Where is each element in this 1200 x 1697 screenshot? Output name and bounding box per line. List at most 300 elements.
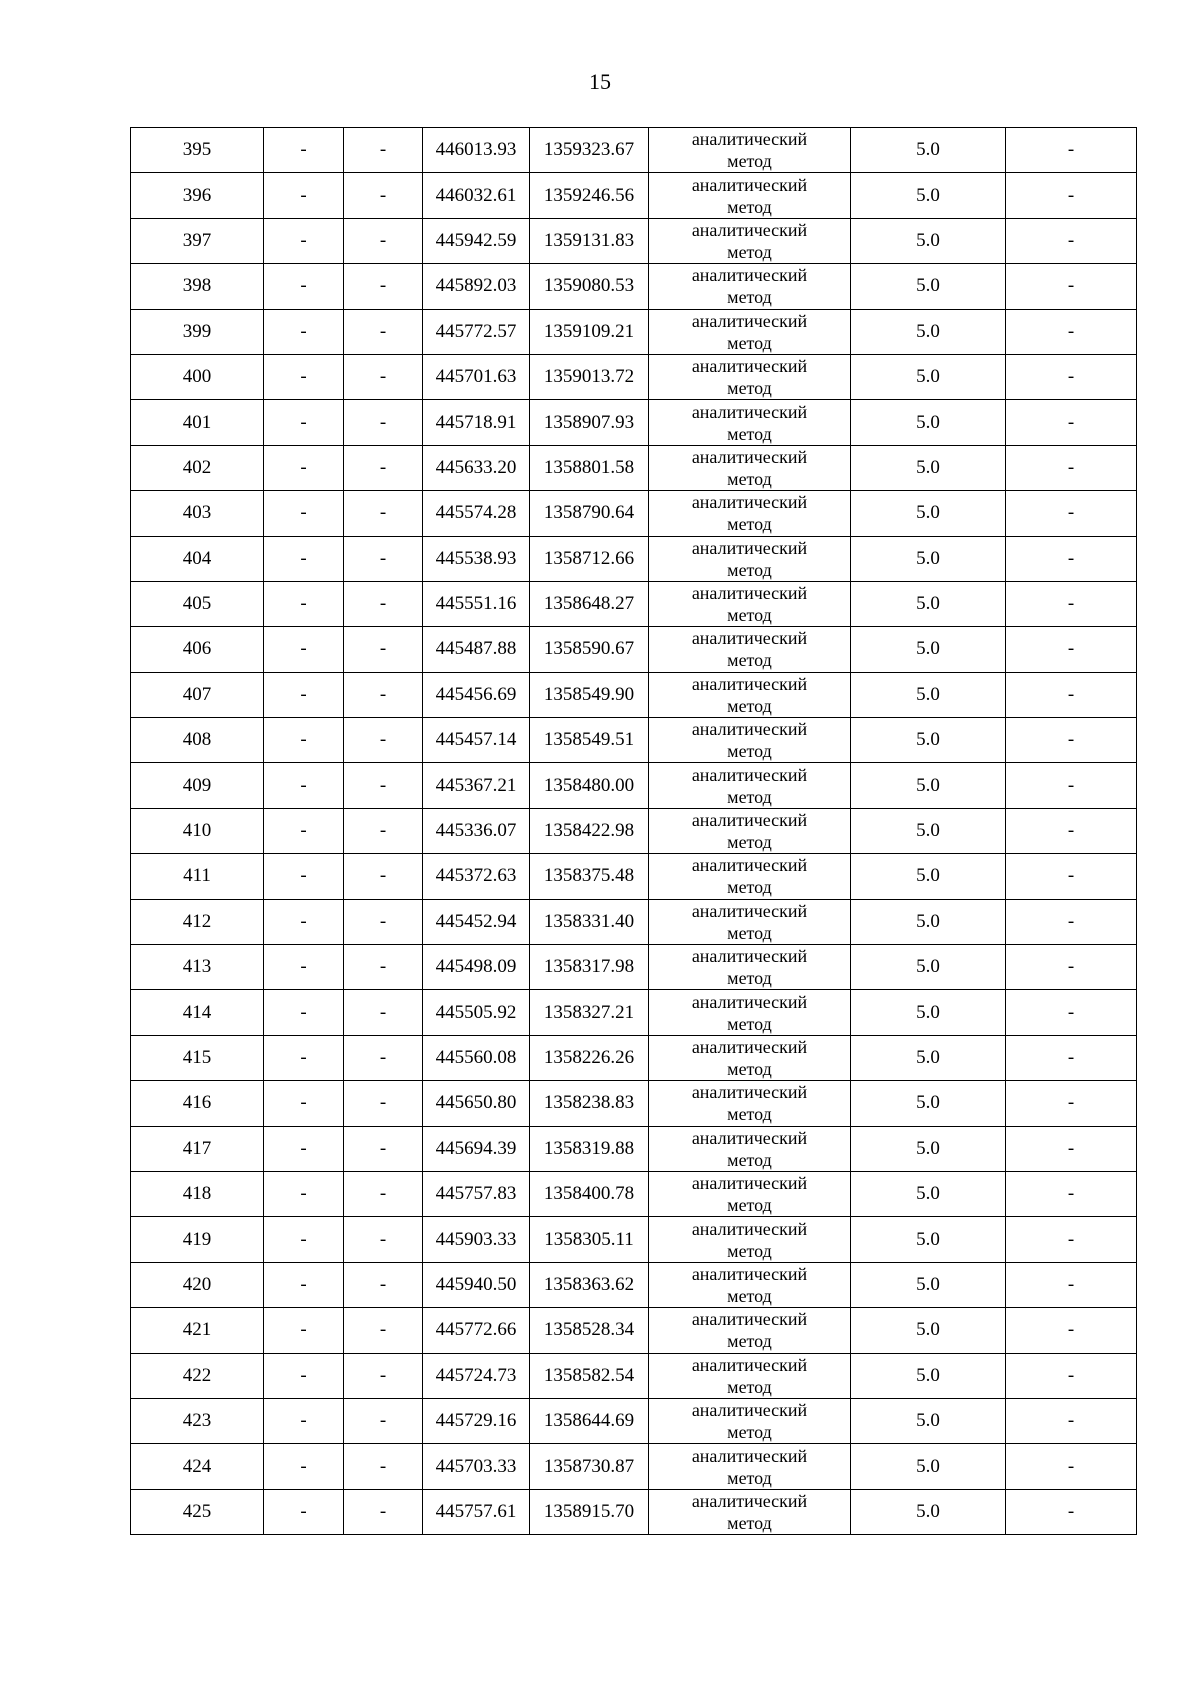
y-coordinate-cell: 1358712.66 (530, 536, 649, 581)
point-number-cell: 395 (131, 128, 264, 173)
dash-cell: - (264, 354, 344, 399)
y-coordinate-cell: 1358319.88 (530, 1126, 649, 1171)
point-number-cell: 423 (131, 1398, 264, 1443)
point-number-cell: 398 (131, 264, 264, 309)
x-coordinate-cell: 445372.63 (423, 854, 530, 899)
y-coordinate-cell: 1358363.62 (530, 1262, 649, 1307)
accuracy-cell: 5.0 (851, 672, 1006, 717)
accuracy-cell: 5.0 (851, 1171, 1006, 1216)
dash-cell: - (344, 491, 423, 536)
x-coordinate-cell: 445452.94 (423, 899, 530, 944)
dash-cell: - (1006, 1126, 1137, 1171)
table-row (131, 990, 1137, 1035)
dash-cell: - (344, 354, 423, 399)
dash-cell: - (344, 309, 423, 354)
dash-cell: - (264, 1035, 344, 1080)
table-row (131, 173, 1137, 218)
dash-cell: - (264, 1171, 344, 1216)
y-coordinate-cell: 1359109.21 (530, 309, 649, 354)
x-coordinate-cell: 445701.63 (423, 354, 530, 399)
dash-cell: - (1006, 536, 1137, 581)
method-cell (649, 128, 851, 173)
dash-cell: - (344, 718, 423, 763)
dash-cell: - (264, 491, 344, 536)
dash-cell: - (264, 173, 344, 218)
x-coordinate-cell: 445457.14 (423, 718, 530, 763)
dash-cell: - (1006, 990, 1137, 1035)
dash-cell: - (1006, 763, 1137, 808)
point-number-cell: 404 (131, 536, 264, 581)
accuracy-cell: 5.0 (851, 309, 1006, 354)
method-line-1: аналитический (691, 1127, 808, 1148)
point-number-cell: 402 (131, 445, 264, 490)
dash-cell: - (264, 400, 344, 445)
method-cell (649, 990, 851, 1035)
dash-cell: - (344, 536, 423, 581)
accuracy-cell: 5.0 (851, 763, 1006, 808)
accuracy-cell: 5.0 (851, 627, 1006, 672)
method-line-1: аналитический (691, 764, 808, 785)
x-coordinate-cell: 445757.61 (423, 1489, 530, 1534)
method-line-2: метод (727, 196, 772, 217)
accuracy-cell: 5.0 (851, 354, 1006, 399)
method-line-2: метод (727, 1422, 772, 1443)
table-row (131, 854, 1137, 899)
method-line-1: аналитический (691, 1173, 808, 1194)
dash-cell: - (1006, 627, 1137, 672)
table-row (131, 1308, 1137, 1353)
dash-cell: - (1006, 264, 1137, 309)
dash-cell: - (264, 627, 344, 672)
accuracy-cell: 5.0 (851, 1398, 1006, 1443)
method-line-2: метод (727, 1376, 772, 1397)
x-coordinate-cell: 445633.20 (423, 445, 530, 490)
dash-cell: - (264, 536, 344, 581)
point-number-cell: 424 (131, 1444, 264, 1489)
y-coordinate-cell: 1358331.40 (530, 899, 649, 944)
dash-cell: - (344, 1171, 423, 1216)
table-row (131, 400, 1137, 445)
method-line-1: аналитический (691, 356, 808, 377)
y-coordinate-cell: 1359131.83 (530, 218, 649, 263)
dash-cell: - (1006, 1308, 1137, 1353)
point-number-cell: 410 (131, 808, 264, 853)
dash-cell: - (344, 1081, 423, 1126)
dash-cell: - (1006, 1081, 1137, 1126)
accuracy-cell: 5.0 (851, 1308, 1006, 1353)
y-coordinate-cell: 1358317.98 (530, 945, 649, 990)
x-coordinate-cell: 445560.08 (423, 1035, 530, 1080)
accuracy-cell: 5.0 (851, 128, 1006, 173)
accuracy-cell: 5.0 (851, 808, 1006, 853)
y-coordinate-cell: 1358528.34 (530, 1308, 649, 1353)
point-number-cell: 408 (131, 718, 264, 763)
y-coordinate-cell: 1359323.67 (530, 128, 649, 173)
dash-cell: - (344, 1035, 423, 1080)
dash-cell: - (1006, 1262, 1137, 1307)
x-coordinate-cell: 445903.33 (423, 1217, 530, 1262)
dash-cell: - (264, 309, 344, 354)
x-coordinate-cell: 445772.57 (423, 309, 530, 354)
accuracy-cell: 5.0 (851, 1126, 1006, 1171)
dash-cell: - (344, 990, 423, 1035)
dash-cell: - (344, 264, 423, 309)
accuracy-cell: 5.0 (851, 854, 1006, 899)
method-line-1: аналитический (691, 1082, 808, 1103)
method-line-2: метод (727, 1512, 772, 1533)
dash-cell: - (344, 899, 423, 944)
dash-cell: - (344, 173, 423, 218)
point-number-cell: 416 (131, 1081, 264, 1126)
x-coordinate-cell: 446013.93 (423, 128, 530, 173)
y-coordinate-cell: 1358915.70 (530, 1489, 649, 1534)
point-number-cell: 397 (131, 218, 264, 263)
table-row (131, 1035, 1137, 1080)
y-coordinate-cell: 1358801.58 (530, 445, 649, 490)
dash-cell: - (264, 808, 344, 853)
method-cell (649, 672, 851, 717)
method-line-1: аналитический (691, 129, 808, 150)
method-line-2: метод (727, 922, 772, 943)
point-number-cell: 414 (131, 990, 264, 1035)
y-coordinate-cell: 1358582.54 (530, 1353, 649, 1398)
method-cell (649, 627, 851, 672)
point-number-cell: 418 (131, 1171, 264, 1216)
table-row (131, 445, 1137, 490)
dash-cell: - (1006, 354, 1137, 399)
y-coordinate-cell: 1358644.69 (530, 1398, 649, 1443)
x-coordinate-cell: 445892.03 (423, 264, 530, 309)
dash-cell: - (264, 672, 344, 717)
dash-cell: - (264, 899, 344, 944)
method-cell (649, 1035, 851, 1080)
accuracy-cell: 5.0 (851, 1081, 1006, 1126)
method-line-1: аналитический (691, 1445, 808, 1466)
method-cell (649, 1217, 851, 1262)
dash-cell: - (1006, 173, 1137, 218)
y-coordinate-cell: 1358590.67 (530, 627, 649, 672)
accuracy-cell: 5.0 (851, 1217, 1006, 1262)
method-line-2: метод (727, 423, 772, 444)
dash-cell: - (344, 128, 423, 173)
x-coordinate-cell: 445703.33 (423, 1444, 530, 1489)
method-line-1: аналитический (691, 1490, 808, 1511)
method-line-2: метод (727, 1285, 772, 1306)
dash-cell: - (1006, 1444, 1137, 1489)
point-number-cell: 412 (131, 899, 264, 944)
accuracy-cell: 5.0 (851, 400, 1006, 445)
dash-cell: - (344, 763, 423, 808)
method-line-2: метод (727, 832, 772, 853)
x-coordinate-cell: 445724.73 (423, 1353, 530, 1398)
method-line-1: аналитический (691, 446, 808, 467)
dash-cell: - (264, 1353, 344, 1398)
y-coordinate-cell: 1358238.83 (530, 1081, 649, 1126)
point-number-cell: 425 (131, 1489, 264, 1534)
y-coordinate-cell: 1359080.53 (530, 264, 649, 309)
method-line-2: метод (727, 241, 772, 262)
accuracy-cell: 5.0 (851, 899, 1006, 944)
x-coordinate-cell: 445498.09 (423, 945, 530, 990)
x-coordinate-cell: 445538.93 (423, 536, 530, 581)
dash-cell: - (264, 264, 344, 309)
dash-cell: - (264, 1444, 344, 1489)
method-line-1: аналитический (691, 946, 808, 967)
method-line-2: метод (727, 378, 772, 399)
accuracy-cell: 5.0 (851, 1262, 1006, 1307)
method-line-1: аналитический (691, 537, 808, 558)
dash-cell: - (344, 1262, 423, 1307)
x-coordinate-cell: 445729.16 (423, 1398, 530, 1443)
x-coordinate-cell: 445505.92 (423, 990, 530, 1035)
point-number-cell: 421 (131, 1308, 264, 1353)
dash-cell: - (344, 400, 423, 445)
table-row (131, 945, 1137, 990)
method-cell (649, 1398, 851, 1443)
method-line-2: метод (727, 468, 772, 489)
dash-cell: - (344, 1308, 423, 1353)
accuracy-cell: 5.0 (851, 173, 1006, 218)
x-coordinate-cell: 446032.61 (423, 173, 530, 218)
x-coordinate-cell: 445551.16 (423, 581, 530, 626)
table-row (131, 309, 1137, 354)
method-cell (649, 1308, 851, 1353)
point-number-cell: 417 (131, 1126, 264, 1171)
x-coordinate-cell: 445487.88 (423, 627, 530, 672)
table-row (131, 763, 1137, 808)
accuracy-cell: 5.0 (851, 1353, 1006, 1398)
method-cell (649, 173, 851, 218)
y-coordinate-cell: 1358400.78 (530, 1171, 649, 1216)
method-line-2: метод (727, 1013, 772, 1034)
point-number-cell: 401 (131, 400, 264, 445)
method-line-2: метод (727, 287, 772, 308)
dash-cell: - (1006, 581, 1137, 626)
table-row (131, 627, 1137, 672)
method-cell (649, 309, 851, 354)
method-cell (649, 1171, 851, 1216)
accuracy-cell: 5.0 (851, 445, 1006, 490)
accuracy-cell: 5.0 (851, 945, 1006, 990)
method-line-1: аналитический (691, 855, 808, 876)
dash-cell: - (1006, 218, 1137, 263)
table-row (131, 581, 1137, 626)
dash-cell: - (1006, 1353, 1137, 1398)
coordinates-table (130, 127, 1137, 1535)
dash-cell: - (1006, 854, 1137, 899)
x-coordinate-cell: 445942.59 (423, 218, 530, 263)
table-row (131, 672, 1137, 717)
method-line-2: метод (727, 877, 772, 898)
table-row (131, 1126, 1137, 1171)
point-number-cell: 422 (131, 1353, 264, 1398)
dash-cell: - (264, 128, 344, 173)
method-cell (649, 1081, 851, 1126)
method-line-1: аналитический (691, 719, 808, 740)
x-coordinate-cell: 445367.21 (423, 763, 530, 808)
y-coordinate-cell: 1359246.56 (530, 173, 649, 218)
dash-cell: - (1006, 1035, 1137, 1080)
table-row (131, 1171, 1137, 1216)
y-coordinate-cell: 1358907.93 (530, 400, 649, 445)
method-line-1: аналитический (691, 174, 808, 195)
method-line-2: метод (727, 786, 772, 807)
method-line-1: аналитический (691, 1354, 808, 1375)
y-coordinate-cell: 1358549.90 (530, 672, 649, 717)
dash-cell: - (264, 1308, 344, 1353)
method-cell (649, 264, 851, 309)
table-row (131, 1398, 1137, 1443)
method-cell (649, 445, 851, 490)
y-coordinate-cell: 1358305.11 (530, 1217, 649, 1262)
method-cell (649, 763, 851, 808)
method-line-1: аналитический (691, 1218, 808, 1239)
method-line-1: аналитический (691, 1309, 808, 1330)
method-line-2: метод (727, 605, 772, 626)
method-line-1: аналитический (691, 265, 808, 286)
x-coordinate-cell: 445772.66 (423, 1308, 530, 1353)
method-cell (649, 945, 851, 990)
method-cell (649, 899, 851, 944)
method-line-2: метод (727, 1149, 772, 1170)
point-number-cell: 419 (131, 1217, 264, 1262)
method-cell (649, 854, 851, 899)
dash-cell: - (264, 1126, 344, 1171)
dash-cell: - (1006, 899, 1137, 944)
method-cell (649, 491, 851, 536)
accuracy-cell: 5.0 (851, 581, 1006, 626)
method-line-1: аналитический (691, 673, 808, 694)
method-line-1: аналитический (691, 1037, 808, 1057)
method-line-2: метод (727, 151, 772, 172)
method-cell (649, 718, 851, 763)
method-cell (649, 1489, 851, 1534)
x-coordinate-cell: 445574.28 (423, 491, 530, 536)
y-coordinate-cell: 1358327.21 (530, 990, 649, 1035)
dash-cell: - (344, 854, 423, 899)
dash-cell: - (344, 1217, 423, 1262)
method-line-1: аналитический (691, 1263, 808, 1284)
dash-cell: - (264, 1398, 344, 1443)
dash-cell: - (344, 1126, 423, 1171)
method-cell (649, 1126, 851, 1171)
dash-cell: - (1006, 1217, 1137, 1262)
method-cell (649, 1444, 851, 1489)
accuracy-cell: 5.0 (851, 990, 1006, 1035)
table-row (131, 1217, 1137, 1262)
y-coordinate-cell: 1358730.87 (530, 1444, 649, 1489)
x-coordinate-cell: 445456.69 (423, 672, 530, 717)
table-row (131, 899, 1137, 944)
page-number: 15 (589, 69, 611, 94)
dash-cell: - (1006, 718, 1137, 763)
y-coordinate-cell: 1358226.26 (530, 1035, 649, 1080)
method-line-2: метод (727, 1059, 772, 1079)
x-coordinate-cell: 445650.80 (423, 1081, 530, 1126)
dash-cell: - (344, 581, 423, 626)
dash-cell: - (264, 581, 344, 626)
method-cell (649, 1262, 851, 1307)
method-cell (649, 536, 851, 581)
table-row (131, 218, 1137, 263)
point-number-cell: 413 (131, 945, 264, 990)
accuracy-cell: 5.0 (851, 1035, 1006, 1080)
dash-cell: - (264, 1489, 344, 1534)
method-line-1: аналитический (691, 583, 808, 604)
method-line-1: аналитический (691, 310, 808, 331)
dash-cell: - (264, 445, 344, 490)
method-line-1: аналитический (691, 810, 808, 831)
dash-cell: - (264, 990, 344, 1035)
method-line-2: метод (727, 1240, 772, 1261)
point-number-cell: 405 (131, 581, 264, 626)
x-coordinate-cell: 445694.39 (423, 1126, 530, 1171)
dash-cell: - (264, 1262, 344, 1307)
method-line-2: метод (727, 1467, 772, 1488)
point-number-cell: 399 (131, 309, 264, 354)
point-number-cell: 411 (131, 854, 264, 899)
table-row (131, 1353, 1137, 1398)
dash-cell: - (264, 1081, 344, 1126)
point-number-cell: 409 (131, 763, 264, 808)
method-line-1: аналитический (691, 991, 808, 1012)
accuracy-cell: 5.0 (851, 264, 1006, 309)
method-cell (649, 1353, 851, 1398)
method-line-2: метод (727, 695, 772, 716)
method-line-2: метод (727, 514, 772, 535)
y-coordinate-cell: 1358648.27 (530, 581, 649, 626)
dash-cell: - (1006, 1398, 1137, 1443)
method-line-2: метод (727, 1195, 772, 1216)
table-row (131, 718, 1137, 763)
point-number-cell: 407 (131, 672, 264, 717)
dash-cell: - (344, 1398, 423, 1443)
y-coordinate-cell: 1358422.98 (530, 808, 649, 853)
dash-cell: - (344, 672, 423, 717)
dash-cell: - (264, 1217, 344, 1262)
x-coordinate-cell: 445940.50 (423, 1262, 530, 1307)
dash-cell: - (1006, 491, 1137, 536)
table-body (131, 128, 1137, 1535)
dash-cell: - (344, 1444, 423, 1489)
method-line-2: метод (727, 741, 772, 762)
accuracy-cell: 5.0 (851, 1489, 1006, 1534)
accuracy-cell: 5.0 (851, 536, 1006, 581)
y-coordinate-cell: 1358549.51 (530, 718, 649, 763)
point-number-cell: 403 (131, 491, 264, 536)
table-row (131, 1262, 1137, 1307)
method-line-2: метод (727, 559, 772, 580)
x-coordinate-cell: 445718.91 (423, 400, 530, 445)
dash-cell: - (344, 627, 423, 672)
table-row (131, 1081, 1137, 1126)
dash-cell: - (344, 445, 423, 490)
table-row (131, 491, 1137, 536)
point-number-cell: 400 (131, 354, 264, 399)
dash-cell: - (1006, 672, 1137, 717)
y-coordinate-cell: 1358790.64 (530, 491, 649, 536)
method-line-1: аналитический (691, 492, 808, 513)
table-row (131, 536, 1137, 581)
dash-cell: - (344, 1353, 423, 1398)
accuracy-cell: 5.0 (851, 1444, 1006, 1489)
accuracy-cell: 5.0 (851, 491, 1006, 536)
method-cell (649, 354, 851, 399)
method-cell (649, 581, 851, 626)
y-coordinate-cell: 1359013.72 (530, 354, 649, 399)
x-coordinate-cell: 445336.07 (423, 808, 530, 853)
dash-cell: - (1006, 400, 1137, 445)
